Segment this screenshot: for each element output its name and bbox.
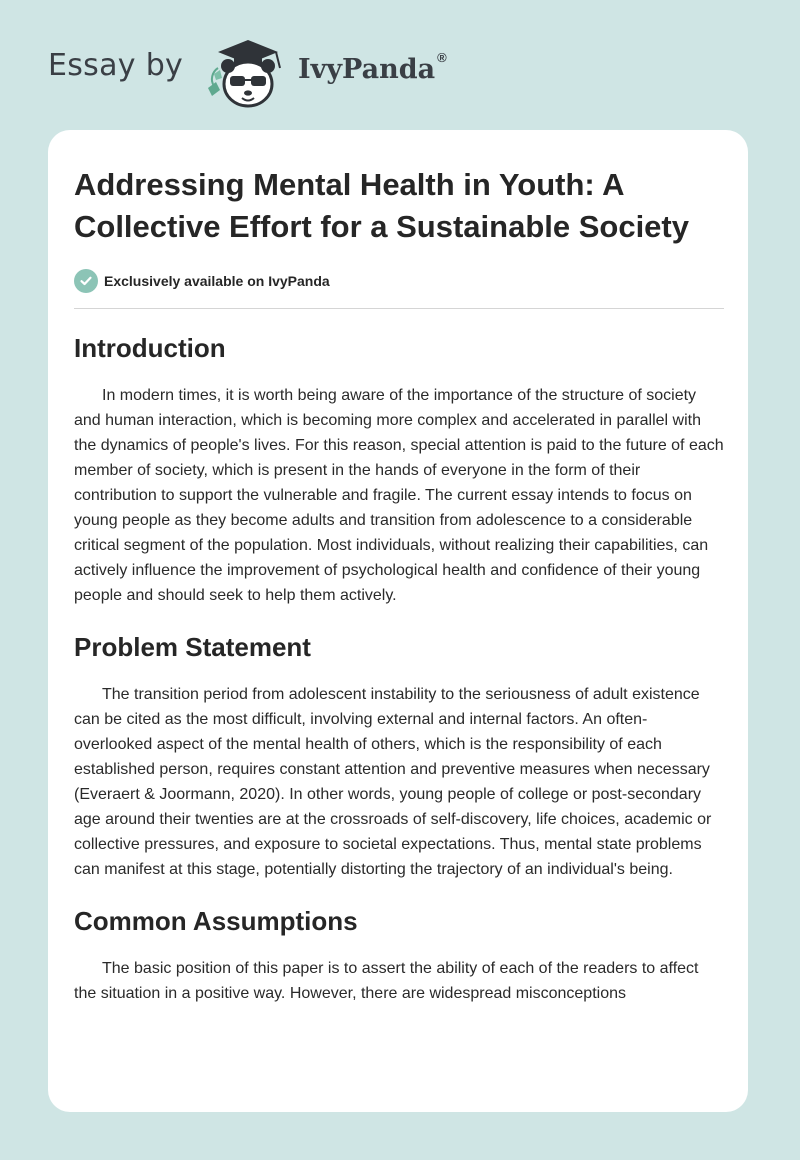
essay-content [74,130,724,1006]
section-heading: Introduction [74,333,226,363]
ivypanda-logo-icon[interactable] [200,36,292,110]
section-common-assumptions [74,904,724,1006]
section-paragraph: The transition period from adolescent instability to the seriousness of adult existence can be cited as the most difficult, involving external and internal factors. An often-overlooked aspect of the mental health of others, which is the responsibility of each established person, requires constant attention and preventive measures when necessary (Everaert & Joormann, 2020). In other words, young people of college or post-secondary age around their twenties are at the crossroads of self-discovery, life choices, academic or collective pressures, and exposure to societal expectations. Thus, mental state problems can manifest at this stage, potentially distorting the trajectory of an individual's being. [74,686,712,878]
essay-title: Addressing Mental Health in Youth: A Collective Effort for a Sustainable Society [74,167,689,244]
registered-mark: ® [437,50,447,65]
section-problem-statement [74,630,724,882]
exclusive-label: Exclusively available on IvyPanda [104,273,330,289]
section-heading: Problem Statement [74,632,311,662]
essay-card [48,130,748,1112]
site-header [48,36,468,106]
divider [74,308,724,309]
brand-text: IvyPanda [298,54,436,85]
section-heading: Common Assumptions [74,906,358,936]
brand-name[interactable] [298,50,447,85]
section-paragraph: In modern times, it is worth being aware of the importance of the structure of society and human interaction, which is becoming more complex and accelerated in parallel with the dynamics of people's lives. For this reason, special attention is paid to the future of each member of society, which is present in the hands of everyone in the form of their contribution to support the vulnerable and fragile. The current essay intends to focus on young people as they become adults and transition from adolescence to a considerable critical segment of the population. Most individuals, without realizing their capabilities, can actively influence the improvement of psychological health and confidence of their young people and should seek to help them actively. [74,387,724,604]
check-circle-icon [74,269,98,293]
section-introduction [74,331,724,608]
exclusive-badge [74,268,724,294]
essay-by-label: Essay by [48,48,184,83]
section-paragraph: The basic position of this paper is to assert the ability of each of the readers to affect the situation in a positive way. However, there are widespread misconceptions [74,960,699,1002]
